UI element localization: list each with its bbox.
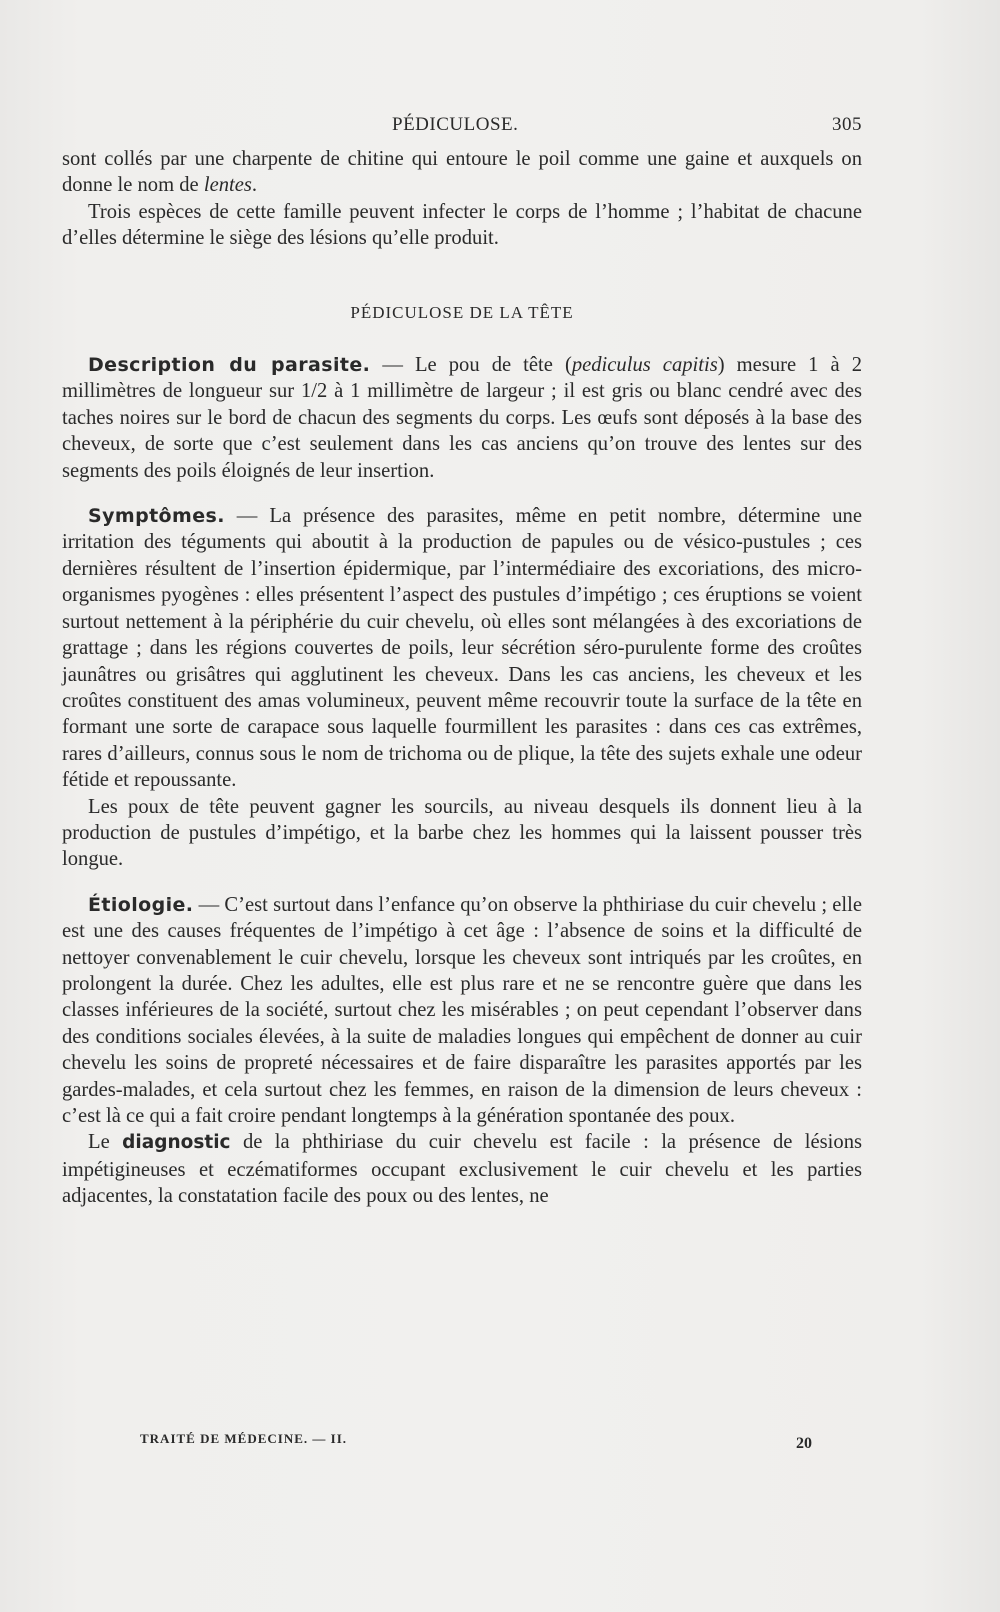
diagnostic-text-b: de la phthiriase du cuir chevelu est facile : la présence de lésions impétigineuses et eczématiformes occupant exclusivement le cuir chevelu et les parties adjacentes, la constatation facile des poux ou des lentes, ne	[62, 1131, 863, 1208]
paragraph-lentes	[62, 146, 862, 199]
footer-book-title: TRAITÉ DE MÉDECINE. — II.	[140, 1431, 348, 1446]
running-title: PÉDICULOSE.	[392, 114, 519, 135]
paragraph-poux: Les poux de tête peuvent gagner les sourcils, au niveau desquels ils donnent lieu à la production de pustules d’impétigo, et la barbe chez les hommes qui la laissent pousser très longue.	[62, 795, 862, 871]
paragraph-diagnostic	[62, 1129, 862, 1209]
symptomes-text: — La présence des parasites, même en petit nombre, détermine une irritation des téguments qui aboutit à la production de papules ou de vésico-pustules ; ces dernières résultent de l’insertion épidermique, par l’intermédiaire des excoriations, des micro-organismes pyogènes : elles présentent l’aspect des pustules d’impétigo ; ces éruptions se voient surtout nettement à la périphérie du cuir chevelu, où elles sont mélangées à des excoriations de grattage ; dans les régions couvertes de poils, leur sécrétion séro-purulente forme des croûtes jaunâtres ou grisâtres qui agglutinent les cheveux. Dans les cas anciens, les cheveux et les croûtes constituent des amas volumineux, peuvent même recouvrir toute la surface de la tête en formant une sorte de carapace sous laquelle fourmillent les parasites : dans ces cas extrêmes, rares d’ailleurs, connus sous le nom de trichoma ou de plique, la tête des sujets exhale une odeur fétide et repoussante.	[62, 505, 862, 792]
description-text-a: — Le pou de tête (	[370, 354, 572, 377]
body-text	[62, 146, 862, 1210]
page-number: 305	[832, 114, 862, 135]
paragraph-end: .	[251, 174, 258, 197]
section-title: PÉDICULOSE DE LA TÊTE	[350, 302, 574, 322]
etiologie-text: — C’est surtout dans l’enfance qu’on observe la phthiriase du cuir chevelu ; elle est une des causes fréquentes de l’impétigo à cet âge : l’absence de soins et la difficulté de nettoyer convenablement le cuir chevelu, lorsque les cheveux sont intriqués par les croûtes, en prolongent la durée. Chez les adultes, elle est plus rare et ne se rencontre guère que dans les classes inférieures de la société, surtout chez les misérables ; on peut cependant l’observer dans des conditions sociales élevées, à la suite de maladies longues qui empêchent de donner au cuir chevelu les soins de propreté nécessaires et de faire disparaître les parasites apportés par les gardes-malades, et cela surtout chez les femmes, en raison de la dimension de leurs cheveux : c’est là ce qui a fait croire pendant longtemps à la génération spontanée des poux.	[62, 893, 862, 1127]
description-text-b: ) mesure 1 à 2 millimètres de longueur sur 1/2 à 1 millimètre de largeur ; il est gris ou blanc cendré avec des taches noires sur le bord de chacun des segments du corps. Les œufs sont déposés à la base des cheveux, de sorte que c’est seulement dans les cas anciens qu’on trouve des lentes sur des segments des poils éloignés de leur insertion.	[62, 354, 863, 482]
paragraph-especes: Trois espèces de cette famille peuvent infecter le corps de l’homme ; l’habitat de chacune d’elles détermine le siège des lésions qu’elle produit.	[62, 200, 862, 250]
running-header	[62, 114, 862, 140]
paragraph-symptomes	[62, 503, 862, 793]
diagnostic-text-a: Le	[88, 1131, 123, 1154]
paragraph-description	[62, 352, 862, 484]
footer-signature-mark: 20	[796, 1435, 812, 1452]
paragraph-text: sont collés par une charpente de chitine qui entoure le poil comme une gaine et auxquels on donne le nom de	[62, 148, 862, 197]
term-pediculus-capitis: pediculus capitis	[571, 354, 718, 377]
rubric-description: Description du parasite.	[88, 354, 371, 377]
rubric-diagnostic: diagnostic	[122, 1132, 231, 1154]
term-lentes: lentes	[203, 174, 252, 197]
rubric-etiologie: Étiologie.	[88, 893, 194, 916]
page-footer	[140, 1431, 812, 1455]
rubric-symptomes: Symptômes.	[88, 505, 225, 528]
paragraph-etiologie	[62, 892, 862, 1130]
